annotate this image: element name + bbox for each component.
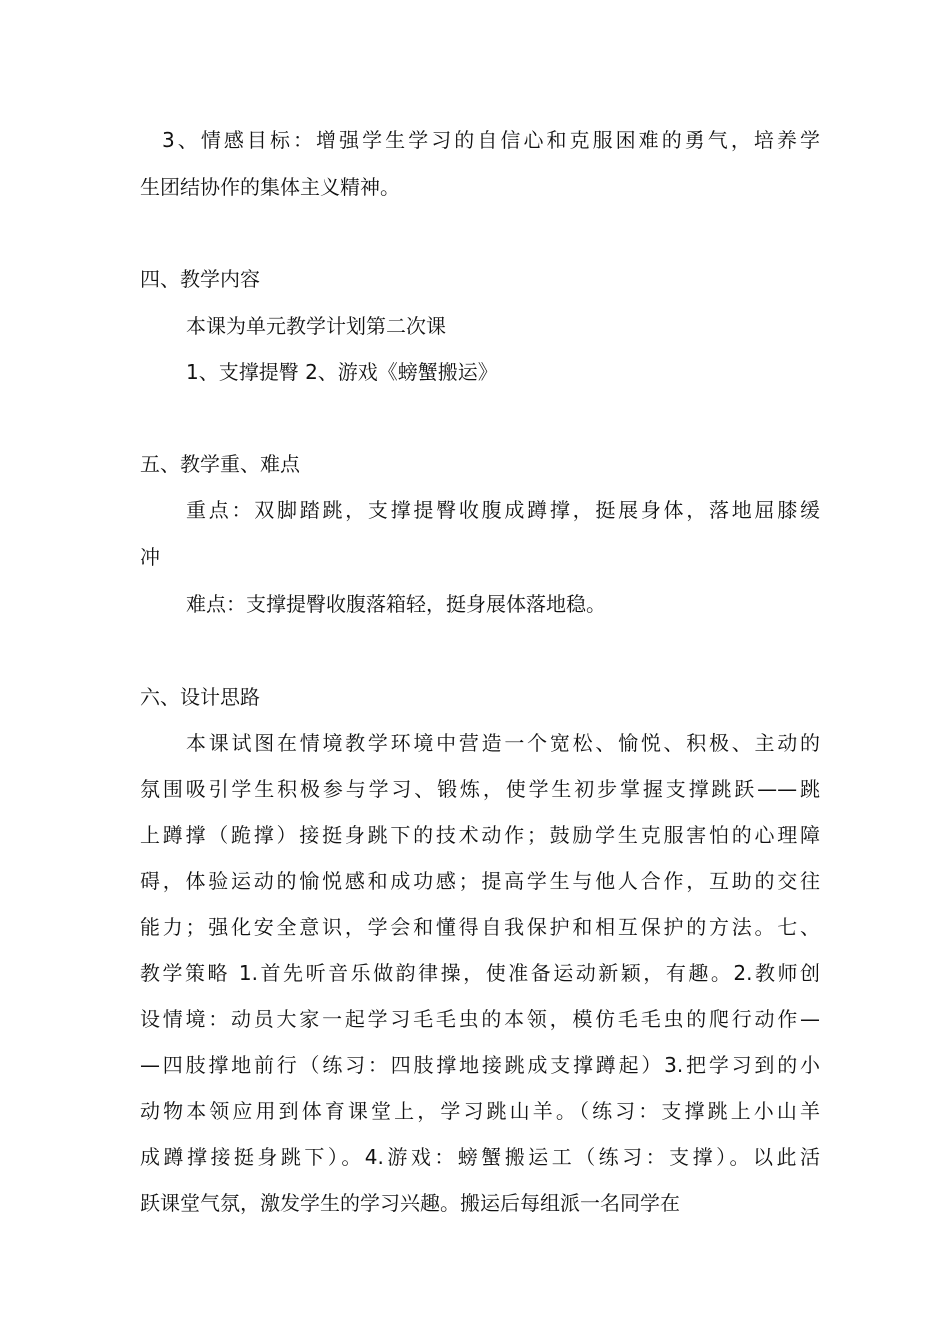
design-line: 本课试图在情境教学环境中营造一个宽松、愉悦、积极、主动的 [186, 731, 820, 755]
design-line: 上蹲撑（跪撑）接挺身跳下的技术动作；鼓励学生克服害怕的心理障 [140, 823, 820, 847]
key-point-line-1: 重点：双脚踏跳，支撑提臀收腹成蹲撑，挺展身体，落地屈膝缓 [186, 498, 820, 522]
section-5-heading: 五、教学重、难点 [140, 452, 300, 476]
design-line: 成蹲撑接挺身跳下）。4.游戏：螃蟹搬运工（练习：支撑）。以此活 [140, 1145, 820, 1169]
section-6-heading: 六、设计思路 [140, 685, 260, 709]
key-point-line-2: 冲 [140, 545, 160, 569]
design-line: 能力；强化安全意识，学会和懂得自我保护和相互保护的方法。七、 [140, 915, 820, 939]
design-line: 跃课堂气氛，激发学生的学习兴趣。搬运后每组派一名同学在 [140, 1191, 680, 1215]
design-line: 设情境：动员大家一起学习毛毛虫的本领，模仿毛毛虫的爬行动作— [140, 1007, 820, 1031]
design-line: 碍，体验运动的愉悦感和成功感；提高学生与他人合作，互助的交往 [140, 869, 820, 893]
section-4-paragraph-1: 本课为单元教学计划第二次课 [186, 314, 446, 338]
emotion-goal-line-2: 生团结协作的集体主义精神。 [140, 175, 400, 199]
design-line: 教学策略 1.首先听音乐做韵律操，使准备运动新颖，有趣。2.教师创 [140, 961, 820, 985]
design-line: 氛围吸引学生积极参与学习、锻炼，使学生初步掌握支撑跳跃——跳 [140, 777, 820, 801]
section-4-heading: 四、教学内容 [140, 267, 260, 291]
difficult-point: 难点：支撑提臀收腹落箱轻，挺身展体落地稳。 [186, 592, 606, 616]
design-line: 动物本领应用到体育课堂上，学习跳山羊。（练习：支撑跳上小山羊 [140, 1099, 820, 1123]
design-line: —四肢撑地前行（练习：四肢撑地接跳成支撑蹲起）3.把学习到的小 [140, 1053, 820, 1077]
section-4-paragraph-2: 1、支撑提臀 2、游戏《螃蟹搬运》 [186, 360, 498, 384]
emotion-goal-line-1: 3、情感目标：增强学生学习的自信心和克服困难的勇气，培养学 [162, 128, 820, 152]
